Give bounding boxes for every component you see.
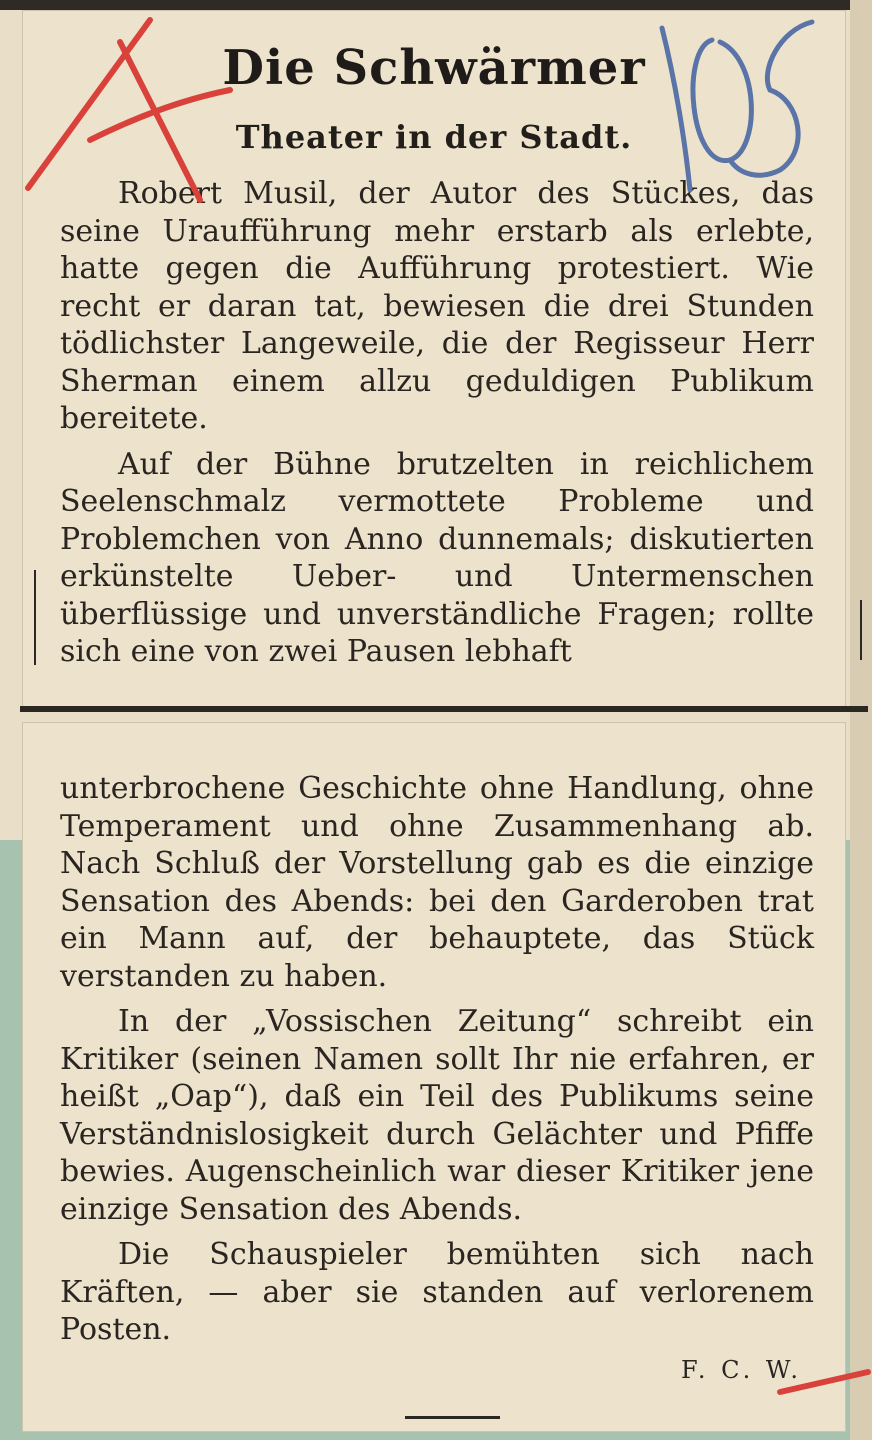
clipping-top <box>22 10 846 710</box>
paragraph: Robert Musil, der Autor des Stückes, das seine Uraufführung mehr erstarb als erlebte, hatte gegen die Aufführung protestiert. Wie recht er daran tat, bewiesen die drei Stunden tödlichster Langeweile, die der Regisseur Herr Sherman einem allzu geduldigen Publikum bereitete. <box>60 176 814 436</box>
top-edge <box>0 0 872 10</box>
article-body-top <box>60 175 814 671</box>
divider-rule <box>20 706 868 712</box>
paragraph: Auf der Bühne brutzelten in reichlichem Seelenschmalz vermottete Probleme und Problemchen von Anno dunnemals; diskutierten erkünstelte Ueber- und Untermenschen überflüssige und unverständliche Fragen; rollte sich eine von zwei Pausen lebhaft <box>60 446 814 669</box>
article-body-bottom <box>60 770 814 1349</box>
paragraph: unterbrochene Geschichte ohne Handlung, ohne Temperament und ohne Zusammenhang ab. Nach Schluß der Vorstellung gab es die einzige Sensation des Abends: bei den Garderoben trat ein Mann auf, der behauptete, das Stück verstanden zu haben. <box>60 771 814 994</box>
end-rule <box>405 1416 500 1419</box>
signature: F. C. W. <box>680 1356 802 1384</box>
subheadline: Theater in der Stadt. <box>235 118 633 156</box>
paragraph: In der „Vossischen Zeitung“ schreibt ein Kritiker (seinen Namen sollt Ihr nie erfahren, er heißt „Oap“), daß ein Teil des Publikums seine Verständnislosigkeit durch Gelächter und Pfiffe bewies. Augenscheinlich war dieser Kritiker jene einzige Sensation des Abends. <box>60 1004 814 1227</box>
headline: Die Schwärmer <box>222 40 646 96</box>
right-edge <box>850 0 872 1440</box>
paragraph: Die Schauspieler bemühten sich nach Kräften, — aber sie standen auf verlorenem Posten. <box>60 1237 814 1347</box>
margin-mark <box>860 600 862 660</box>
margin-mark <box>34 570 36 665</box>
clipping-bottom <box>22 722 846 1432</box>
